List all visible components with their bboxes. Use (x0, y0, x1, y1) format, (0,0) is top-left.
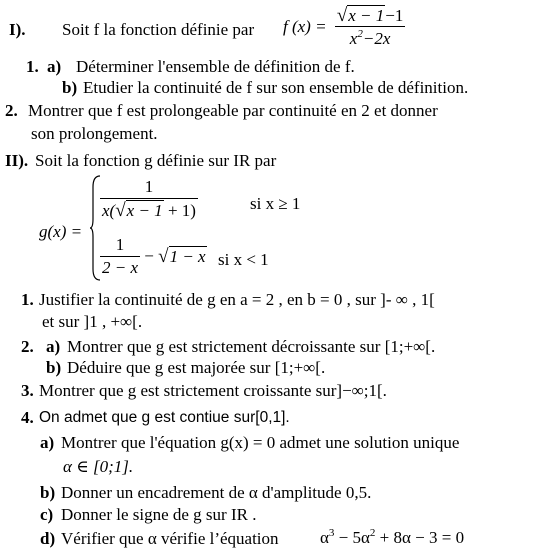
p2-q1-line1: Justifier la continuité de g en a = 2 , en b = 0 , sur ]- ∞ , 1[ (39, 290, 435, 309)
p1-q1b-letter: b) (62, 78, 78, 97)
part1-label: I). (9, 20, 26, 39)
g-case1-condition: si x ≥ 1 (250, 194, 301, 213)
p1-q1-number: 1. (26, 57, 39, 76)
f-denominator: $x^2-2x$ (349, 28, 391, 48)
sqrt-symbol: √ (336, 5, 348, 26)
p2-q2b-letter: b) (46, 358, 62, 377)
p2-q1-line2: et sur ]1 , +∞[. (42, 312, 143, 331)
p2-q4-number: 4. (21, 408, 34, 427)
g-case2-denominator: 2 − x (102, 258, 139, 277)
p2-q2b-text: Déduire que g est majorée sur [1;+∞[. (67, 358, 326, 377)
p2-q4b-text: Donner un encadrement de α d'amplitude 0,5. (61, 483, 372, 502)
g-case1-fraction (100, 178, 198, 220)
g-case2-condition: si x < 1 (218, 250, 269, 269)
g-case1-numerator: 1 (100, 178, 198, 199)
f-formula (283, 6, 405, 47)
p2-q4d-text: Vérifier que α vérifie l’équation (61, 529, 279, 548)
p1-q2-number: 2. (5, 101, 18, 120)
p2-q1-number: 1. (21, 290, 34, 309)
g-case2-root: 1 − x (169, 246, 206, 266)
p2-q3-number: 3. (21, 381, 34, 400)
part2-label: II). (5, 151, 29, 170)
part2-intro: Soit la fonction g définie sur IR par (35, 151, 277, 170)
p2-q2a-letter: a) (46, 337, 61, 356)
p2-q4-text: On admet que g est contiue sur[0,1]. (39, 409, 290, 426)
p2-q4a-letter: a) (40, 433, 55, 452)
p1-q2-line1: Montrer que f est prolongeable par continuité en 2 et donner (28, 101, 438, 120)
p1-q1a-letter: a) (47, 57, 62, 76)
f-numerator (335, 6, 406, 27)
part1-intro: Soit f la fonction définie par (62, 20, 255, 39)
p1-q1a-text: Déterminer l'ensemble de définition de f. (76, 57, 355, 76)
g-case2-expression: $\frac{1}{2 - x}$ − √1 − x (102, 235, 206, 277)
p2-q4c-text: Donner le signe de g sur IR . (61, 505, 257, 524)
p1-q2-line2: son prolongement. (31, 124, 158, 143)
f-lhs: f (x) = (283, 17, 327, 36)
p2-q4d-letter: d) (40, 529, 56, 548)
p1-q1b-text: Etudier la continuité de f sur son ensemble de définition. (83, 78, 469, 97)
g-lhs: g(x) = (39, 222, 83, 241)
p2-q3-text: Montrer que g est strictement croissante sur]−∞;1[. (39, 381, 387, 400)
p2-q4c-letter: c) (40, 505, 54, 524)
g-case2-numerator: 1 (100, 236, 140, 257)
p2-q2-number: 2. (21, 337, 34, 356)
f-num-tail: −1 (385, 6, 404, 25)
p2-q4d-equation: $\alpha^3 - 5\alpha^2 + 8\alpha - 3 = 0$ (320, 527, 465, 547)
p2-q4a-line2: α ∈ [0;1]. (63, 457, 134, 476)
p2-q4a-line1: Montrer que l'équation g(x) = 0 admet une solution unique (61, 433, 460, 452)
p2-q4b-letter: b) (40, 483, 56, 502)
g-case1-denominator: x(√x − 1 + 1) (102, 200, 196, 221)
p2-q2a-text: Montrer que g est strictement décroissante sur [1;+∞[. (67, 337, 436, 356)
f-num-root: x − 1 (348, 6, 385, 25)
f-fraction (335, 6, 406, 47)
